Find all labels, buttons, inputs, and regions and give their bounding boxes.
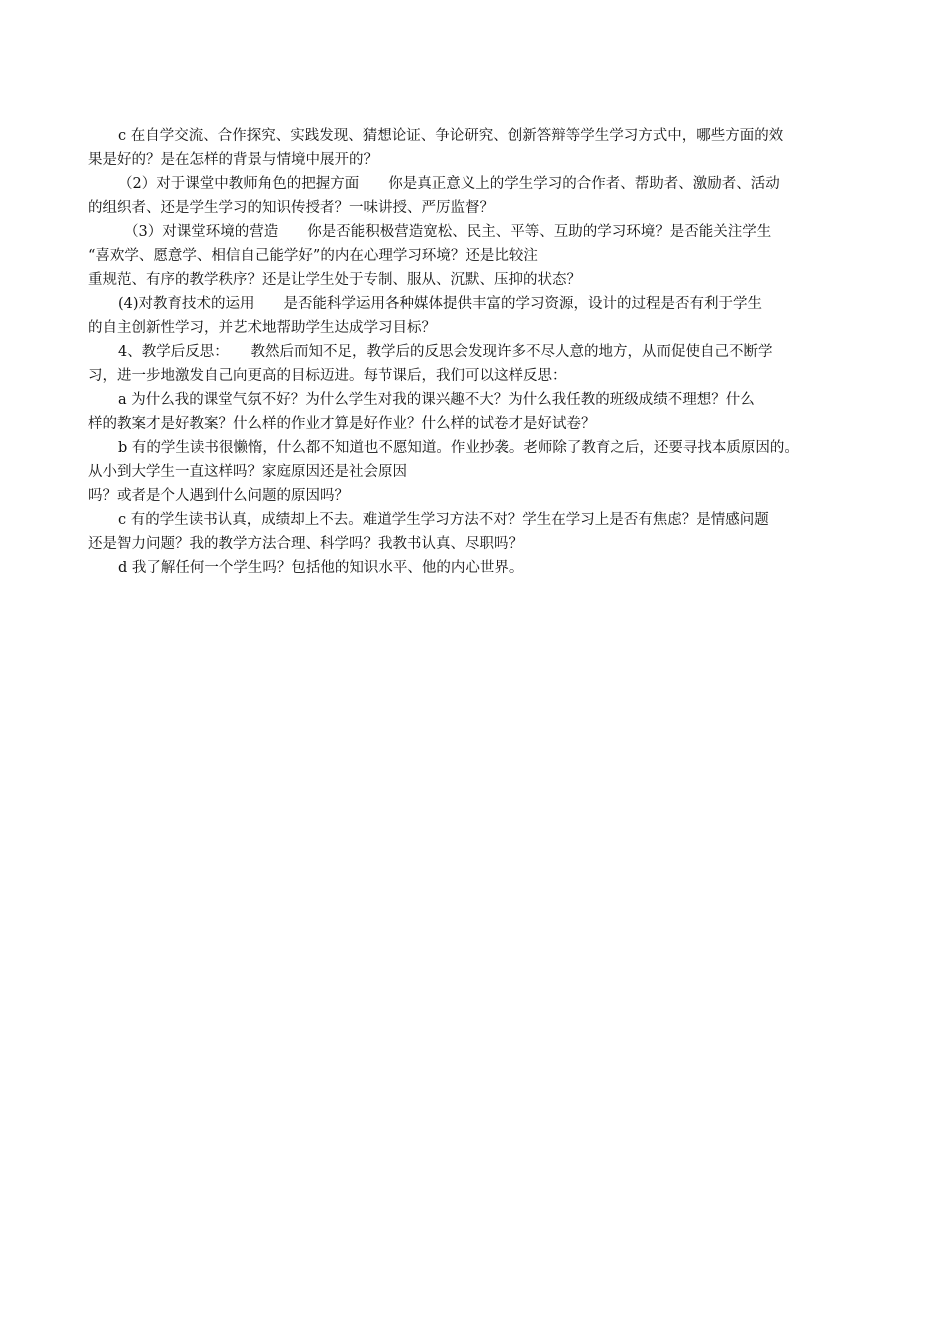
- document-body: [88, 124, 868, 580]
- paragraph-line: （2）对于课堂中教师角色的把握方面 你是真正意义上的学生学习的合作者、帮助者、激励者、活动: [118, 176, 780, 192]
- paragraph-line: 样的教案才是好教案？什么样的作业才算是好作业？什么样的试卷才是好试卷？: [88, 416, 596, 432]
- paragraph-line: 4、教学后反思： 教然后而知不足，教学后的反思会发现许多不尽人意的地方，从而促使自己不断学: [118, 344, 773, 360]
- paragraph-line: b 有的学生读书很懒惰，什么都不知道也不愿知道。作业抄袭。老师除了教育之后，还要寻找本质原因的。: [118, 440, 799, 456]
- paragraph-line: “喜欢学、愿意学、相信自己能学好”的内在心理学习环境？还是比较注: [88, 248, 538, 264]
- paragraph-line: (4)对教育技术的运用 是否能科学运用各种媒体提供丰富的学习资源，设计的过程是否有利于学生: [118, 296, 763, 312]
- paragraph-line: a 为什么我的课堂气氛不好？为什么学生对我的课兴趣不大？为什么我任教的班级成绩不理想？什么: [118, 392, 755, 408]
- paragraph-line: c 在自学交流、合作探究、实践发现、猜想论证、争论研究、创新答辩等学生学习方式中，哪些方面的效: [118, 128, 784, 144]
- paragraph-line: 果是好的？是在怎样的背景与情境中展开的？: [88, 152, 378, 168]
- paragraph-line: 的自主创新性学习，并艺术地帮助学生达成学习目标？: [88, 320, 436, 336]
- paragraph-line: 重规范、有序的教学秩序？还是让学生处于专制、服从、沉默、压抑的状态？: [88, 272, 581, 288]
- paragraph-line: 从小到大学生一直这样吗？家庭原因还是社会原因: [88, 464, 407, 480]
- paragraph-line: c 有的学生读书认真，成绩却上不去。难道学生学习方法不对？学生在学习上是否有焦虑？是情感问题: [118, 512, 769, 528]
- paragraph-line: 吗？或者是个人遇到什么问题的原因吗？: [88, 488, 349, 504]
- paragraph-line: 习，进一步地激发自己向更高的目标迈进。每节课后，我们可以这样反思：: [88, 368, 567, 384]
- paragraph-line: （3）对课堂环境的营造 你是否能积极营造宽松、民主、平等、互助的学习环境？是否能关注学生: [124, 224, 772, 240]
- paragraph-line: 还是智力问题？我的教学方法合理、科学吗？我教书认真、尽职吗？: [88, 536, 523, 552]
- paragraph-line: 的组织者、还是学生学习的知识传授者？一味讲授、严厉监督？: [88, 200, 494, 216]
- paragraph-line: d 我了解任何一个学生吗？包括他的知识水平、他的内心世界。: [118, 560, 524, 576]
